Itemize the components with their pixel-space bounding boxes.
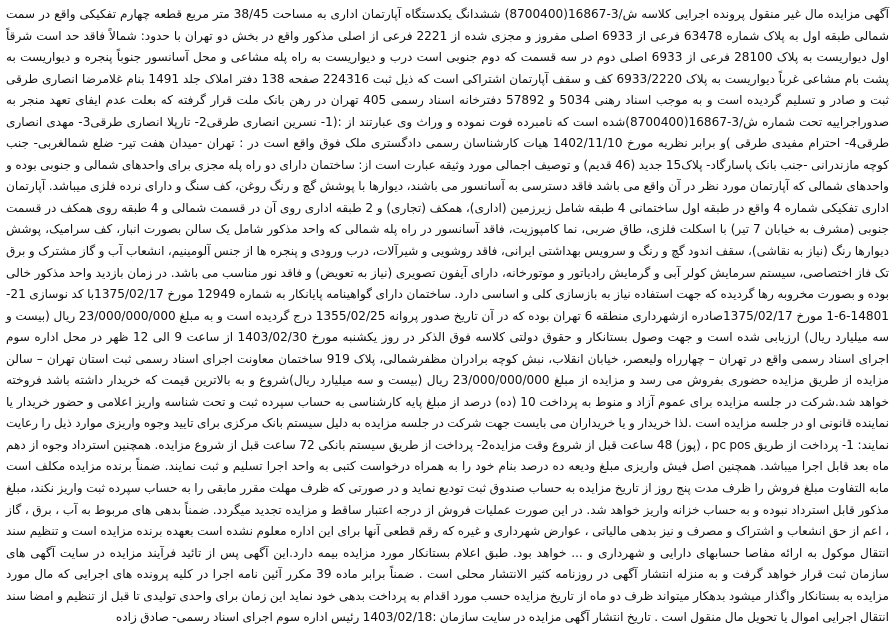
notice-publication-footer: تاریخ انتشار آگهی مزایده در سایت سازمان :1403/02/18 رئیس اداره سوم اجرای اسناد رسمی- صادق زاده [115, 610, 651, 625]
notice-body: آگهی مزایده مال غیر منقول پرونده اجرایی کلاسه ش/3-16867(8700400) ششدانگ یکدستگاه آپارتمان اداری به مساحت 38/45 متر مربع قطعه چهارم تفکیکی واقع در سمت شمالی طبقه اول به پلاک شماره 63478 فرعی از 6933 اصلی مفروز و مجزی شده از 2221 فرعی از اصلی مذکور واقع در بخش دو تهران با حدود: شمالاً فاقد حد است شرقاً اول دیواریست به پلاک 28100 فرعی از 6933 اصلی دوم در سه قسمت که دوم جنوبی است درب و دیواریست به راه پله مشاعی و محل آسانسور جنوباً پنجره و دیواریست به پشت بام مشاعی غرباً دیواریست به پلاک 6933/2220 کف و سقف آپارتمان اشتراکی است که ذیل ثبت 224316 صفحه 138 دفتر املاک جلد 1491 بنام غلامرضا انصاری طرقی ثبت و صادر و تسلیم گردیده است و به موجب اسناد رهنی 5034 و 57892 دفترخانه اسناد رسمی 405 تهران در رهن بانک ملت قرار گرفته که بعلت عدم ایفای تعهد منجر به صدوراجراییه تحت شماره ش/3-16867(8700400)شده است که نامبرده فوت نموده و وراث وی عبارتند از :(1- نسرین انصاری طرقی2- تارپلا انصاری طرقی3- مهدی انصاری طرقی4- احترام مفیدی طرقی )و برابر نظریه مورخ 1402/11/10 هیات کارشناسان رسمی دادگستری ملک فوق واقع است در : تهران -میدان هفت تیر- ضلع شمالغربی- جنب کوچه مازندرانی -جنب بانک پاسارگاد- پلاک15 جدید (46 قدیم) و توصیف اجمالی مورد وثیقه عبارت است از: ساختمان دارای دو راه پله مجزی برای واحدهای شمالی و جنوبی بوده و واحدهای شمالی که آپارتمان مورد نظر در آن واقع می باشد فاقد دسترسی به آسانسور می باشند، دیوارها با پوشش گچ و رنگ روغن، کف سنگ و دارای نرده فلزی میباشد. آپارتمان اداری تفکیکی شماره 4 واقع در طبقه اول ساختمانی 4 طبقه شامل زیرزمین (اداری)، همکف (تجاری) و 2 طبقه اداری روی آن در قسمت شمالی و 4 طبقه روی همکف در قسمت جنوبی (مشرف به خیابان 7 تیر) با اسکلت فلزی، طاق ضربی، نما کامپوزیت، فاقد آسانسور در راه پله شمالی که واحد مذکور شامل یک سالن بصورت انبار، کف سرامیک، پوشش دیوارها رنگ (نیاز به نقاشی)، سقف اندود گچ و رنگ و سرویس بهداشتی ایرانی، فاقد روشویی و شیرآلات، درب ورودی و پنجره ها از جنس آلومینیم، انشعاب آب و گاز مشترک و برق تک فاز اختصاصی، سیستم سرمایش کولر آبی و گرمایش رادیاتور و موتورخانه، دارای آیفون تصویری (نیاز به تعویض) و فاقد نور مناسب می باشد. در زمان بازدید واحد مذکور خالی بوده و بصورت مخروبه رها گردیده که جهت استفاده نیاز به بازسازی کلی و اساسی دارد. ساختمان دارای گواهینامه پایانکار به شماره 12949 مورخ 1375/02/17با کد نوسازی 21-14801-6-1 مورخ 1375/02/17صادره ازشهرداری منطقه 6 تهران بوده که در آن تاریخ صدور پروانه 1355/02/25 درج گردیده است و به مبلغ 23/000/000/000 ریال (بیست و سه میلیارد ریال) ارزیابی شده است و جهت وصول بستانکار و حقوق دولتی کلاسه فوق الذکر در روز یکشنبه مورخ 1403/02/30 از ساعت 9 الی 12 ظهر در محل اداره سوم اجرای اسناد رسمی واقع در تهران – چهارراه ولیعصر، خیابان انقلاب، نبش کوچه برادران مظفرشمالی، پلاک 919 ساختمان معاونت اجرای اسناد رسمی ثبت استان تهران – سالن مزایده از طریق مزایده حضوری بفروش می رسد و مزایده از مبلغ 23/000/000/000 ریال (بیست و سه میلیارد ریال)شروع و به بالاترین قیمت که خریدار داشته باشد فروخته خواهد شد.شرکت در جلسه مزایده برای عموم آزاد و منوط به پرداخت 10 (ده) درصد از مبلغ پایه کارشناسی به حساب سپرده ثبت و تحت شناسه واریز اعلامی و حضور خریدار یا نماینده قانونی او در جلسه مزایده است .لذا خریدار و یا خریداران می بایست جهت شرکت در جلسه مزایده به دلیل سیستم بانک مرکزی برای تایید وجوه واریزی موارد ذیل را رعایت نمایند: 1- پرداخت از طریق pc pos ، (پوز) 48 ساعت قبل از شروع وقت مزایده2- پرداخت از طریق سیستم بانکی 72 ساعت قبل از شروع مزایده. همچنین استرداد وجوه از دهم ماه بعد قابل اجرا میباشد. همچنین اصل فیش واریزی مبلغ ودیعه ده درصد بنام خود را به همراه درخواست کتبی به واحد اجرا تسلیم و ثبت نمایند. ضمناً برنده مزایده مکلف است مابه التفاوت مبلغ فروش را ظرف مدت پنج روز از تاریخ مزایده به حساب صندوق ثبت تودیع نماید و در صورتی که ظرف مهلت مقرر مابقی را به حساب سپرده ثبت واریز نکند، مبلغ مذکور قابل استرداد نبوده و به حساب خزانه واریز خواهد شد. در این صورت عملیات فروش از درجه اعتبار ساقط و مزایده تجدید میگردد. ضمناً بدهی های مربوط به آب ، برق ، گاز ، اعم از حق انشعاب و اشتراک و مصرف و نیز بدهی مالیاتی ، عوارض شهرداری و غیره که رقم قطعی آنها برای این اداره معلوم نشده است بعهده برنده مزایده است و تنظیم سند انتقال موکول به ارائه مفاصا حسابهای دارایی و شهرداری و ... خواهد بود. طبق اعلام بستانکار مورد مزایده بیمه دارد.این آگهی پس از تائید فرآیند مزایده در سایت آگهی های سازمان ثبت قرار خواهد گرفت و به منزله انتشار آگهی در روزنامه کثیر الانتشار محلی است . ضمناً برابر ماده 39 مکرر آئین نامه اجرا در کلیه پرونده های اجرایی که مال مورد مزایده به بستانکار واگذار میشود بدهکار میتواند ظرف دو ماه از تاریخ مزایده حسب مورد اقدام به پرداخت بدهی خود نماید این زمان برای واحدی تولیدی تا قبل از تنظیم و امضا سند انتقال اجرایی اموال یا تحویل مال منقول است . [6, 7, 890, 625]
